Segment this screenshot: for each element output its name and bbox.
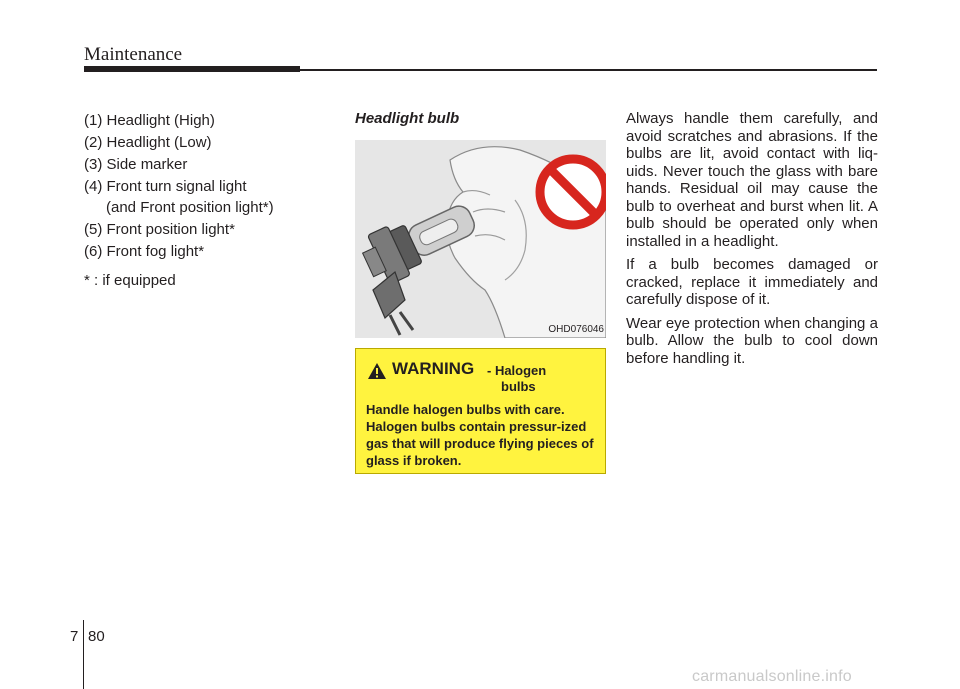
list-item bbox=[84, 176, 334, 218]
warning-triangle-icon bbox=[367, 362, 387, 380]
watermark: carmanualsonline.info bbox=[692, 668, 852, 685]
warning-box bbox=[355, 348, 606, 474]
list-item-line1: (4) Front turn signal light bbox=[84, 178, 247, 195]
footnote: * : if equipped bbox=[84, 272, 176, 289]
footer-divider bbox=[83, 620, 84, 689]
list-item: (6) Front fog light* bbox=[84, 243, 205, 260]
list-item: (3) Side marker bbox=[84, 156, 188, 173]
page-number: 80 bbox=[88, 628, 105, 645]
paragraph: Wear eye protection when changing a bulb. Allow the bulb to cool down before handling it. bbox=[626, 314, 878, 367]
section-heading: Headlight bulb bbox=[355, 110, 460, 127]
warning-subtitle-line1: - Halogen bbox=[487, 363, 547, 378]
warning-subtitle bbox=[487, 363, 587, 395]
paragraph: Always handle them carefully, and avoid scratches and abrasions. If the bulbs are lit, avoid contact with liq-uids. Never touch the glass with bare hands. Residual oil may cause the bulb to overheat and burst when lit. A bulb should be operated only when installed in a headlight. bbox=[626, 110, 878, 250]
page-header-title: Maintenance bbox=[84, 44, 183, 65]
list-item-line2: (and Front position light*) bbox=[106, 199, 274, 216]
chapter-number: 7 bbox=[70, 628, 79, 645]
hand-holding-bulb-illustration bbox=[355, 140, 606, 338]
list-item: (5) Front position light* bbox=[84, 221, 235, 238]
list-item: (2) Headlight (Low) bbox=[84, 134, 212, 151]
warning-body: Handle halogen bulbs with care. Halogen bulbs contain pressur-ized gas that will produce flying pieces of glass if broken. bbox=[366, 402, 594, 468]
warning-title: WARNING bbox=[392, 359, 475, 378]
header-rule-thin bbox=[300, 69, 877, 71]
warning-subtitle-line2: bulbs bbox=[501, 379, 536, 394]
list-item: (1) Headlight (High) bbox=[84, 112, 215, 129]
paragraph: If a bulb becomes damaged or cracked, replace it immediately and carefully dispose of it. bbox=[626, 256, 878, 308]
prohibition-icon bbox=[540, 159, 606, 225]
header-rule-thick bbox=[84, 66, 300, 72]
headlight-bulb-figure bbox=[355, 140, 606, 338]
body-text bbox=[626, 110, 878, 373]
bulb-list bbox=[84, 110, 334, 291]
figure-code: OHD076046 bbox=[548, 324, 604, 335]
